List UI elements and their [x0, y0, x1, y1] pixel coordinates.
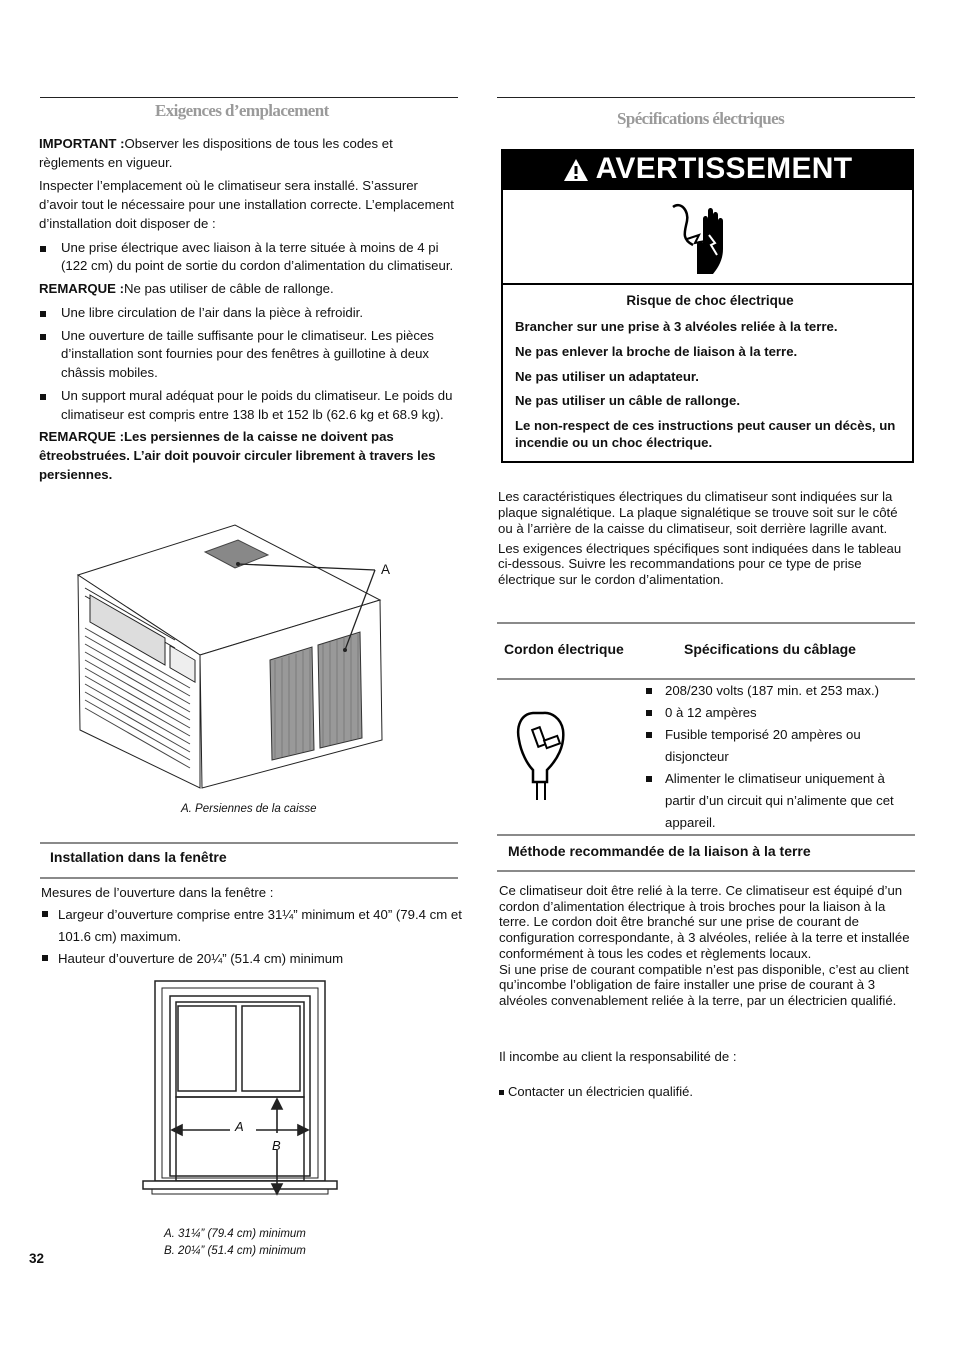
grounding-paragraph-2: Si une prise de courant compatible n’est pas disponible, c’est au client qu’incombe l’obligation de faire installer une prise de courant à 3 alvéoles convenablement reliée à la terre, par un électricien qualifié.	[499, 961, 909, 1008]
note2-label: REMARQUE :	[39, 429, 124, 445]
warn-line-5: Le non-respect de ces instructions peut causer un décès, un incendie ou un choc électrique.	[515, 418, 896, 451]
air-conditioner-illustration	[70, 520, 400, 795]
ac-callout-label-a: A	[381, 562, 391, 577]
grounding-bottom-rule	[497, 870, 915, 872]
page-number: 32	[29, 1251, 45, 1266]
warn-line-3: Ne pas utiliser un adaptateur.	[515, 368, 699, 384]
bullet-wall-support: Un support mural adéquat pour le poids du climatiseur. Le poids du climatiseur est compris entre 138 lb et 152 lb (62.6 kg et 68.9 kg).	[39, 387, 457, 424]
window-measures-block	[41, 882, 466, 970]
warning-box	[501, 189, 914, 463]
col-header-specs: Spécifications du câblage	[684, 641, 856, 657]
bullet-window-opening: Une ouverture de taille suffisante pour le climatiseur. Les pièces d’installation sont fournies pour des fenêtres à guillotine à deux châssis mobiles.	[39, 327, 457, 383]
electrical-paragraph-2: Les exigences électriques spécifiques sont indiquées dans le tableau ci-dessous. Suivre les recommandations pour ce type de prise électrique sur le cordon d’alimentation.	[498, 540, 902, 588]
note-louvers	[39, 428, 457, 484]
window-dimension-label-b: B	[272, 1138, 281, 1153]
grounding-top-rule	[497, 834, 915, 836]
contact-electrician	[499, 1083, 693, 1101]
important-text: Observer les dispositions de tous les codes et règlements en vigueur.	[39, 136, 393, 170]
electrical-section-title: Spécifications électriques	[617, 109, 785, 128]
risk-title: Risque de choc électrique	[626, 293, 794, 308]
spec-voltage: 208/230 volts (187 min. et 253 max.)	[645, 680, 910, 702]
warning-title: AVERTISSEMENT	[595, 152, 853, 186]
important-label: IMPORTANT :	[39, 136, 125, 151]
bullet-outlet: Une prise électrique avec liaison à la terre située à moins de 4 pi (122 cm) du point de sortie du cordon d’alimentation du climatiseur.	[39, 239, 457, 276]
spec-fuse: Fusible temporisé 20 ampères ou disjoncteur	[645, 724, 910, 768]
warn-line-2: Ne pas enlever la broche de liaison à la terre.	[515, 343, 798, 359]
right-top-rule	[497, 97, 915, 98]
warn-line-1: Brancher sur une prise à 3 alvéoles reliée à la terre.	[515, 319, 838, 335]
electric-shock-hand-icon	[667, 199, 739, 277]
note1-text: Ne pas utiliser de câble de rallonge.	[124, 281, 334, 297]
warning-separator	[503, 283, 912, 285]
note2-text: Les persiennes de la caisse ne doivent pas êtreobstruées. L’air doit pouvoir circuler librement à travers les persiennes.	[39, 429, 436, 482]
note-extension	[39, 280, 457, 299]
left-top-rule	[40, 97, 458, 98]
measure-height: Hauteur d’ouverture de 20¼” (51.4 cm) minimum	[41, 948, 466, 970]
table-top-rule	[497, 622, 915, 624]
grounding-paragraph-1: Ce climatiseur doit être relié à la terre. Ce climatiseur est équipé d’un cordon d’alimentation électrique à trois broches pour la liaison à la terre. Le cordon doit être branché sur une prise de courant de configuration correspondante, à 3 alvéoles, reliée à la terre et installée conformément à tous les codes et règlements locaux.	[499, 883, 910, 961]
measure-width: Largeur d’ouverture comprise entre 31¼” minimum et 40” (79.4 cm et 101.6 cm) maximum.	[41, 904, 466, 948]
inspect-paragraph: Inspecter l’emplacement où le climatiseur sera installé. S’assurer d’avoir tout le nécessaire pour une installation correcte. L’emplacement d’installation doit disposer de :	[39, 178, 454, 231]
window-caption-b: B. 20¼” (51.4 cm) minimum	[164, 1245, 306, 1257]
spec-amperes: 0 à 12 ampères	[645, 702, 910, 724]
electrical-paragraph-1: Les caractéristiques électriques du climatiseur sont indiquées sur la plaque signalétique. La plaque signalétique se trouve soit sur le côté ou à l’arrière de la caisse du climatiseur, soit derrière lagrille avant.	[498, 489, 898, 536]
window-caption-a: A. 31¼” (79.4 cm) minimum	[164, 1228, 306, 1240]
spec-circuit: Alimenter le climatiseur uniquement à partir d’un circuit qui n’alimente que cet appareil.	[645, 768, 910, 834]
grounding-text-block	[499, 883, 915, 1009]
measures-intro: Mesures de l’ouverture dans la fenêtre :	[41, 885, 274, 900]
window-dimension-label-a: A	[235, 1119, 244, 1134]
note1-label: REMARQUE :	[39, 281, 124, 297]
install-bottom-rule	[40, 877, 458, 879]
plug-icon	[513, 708, 573, 803]
responsibility-intro: Il incombe au client la responsabilité de :	[499, 1049, 737, 1064]
install-top-rule	[40, 842, 458, 844]
important-note	[39, 135, 457, 172]
ac-figure-caption: A. Persiennes de la caisse	[181, 803, 317, 815]
location-section-title: Exigences d’emplacement	[155, 101, 329, 120]
warning-body	[515, 293, 905, 457]
electrical-intro	[498, 489, 914, 588]
warning-header	[501, 149, 914, 190]
bullet-air-circulation: Une libre circulation de l’air dans la pièce à refroidir.	[39, 304, 457, 323]
install-heading: Installation dans la fenêtre	[50, 849, 227, 865]
col-header-cord: Cordon électrique	[504, 641, 624, 657]
warning-triangle-icon	[563, 158, 589, 182]
location-text-block	[39, 135, 457, 484]
grounding-heading: Méthode recommandée de la liaison à la terre	[508, 843, 811, 859]
bullet-marker	[499, 1090, 504, 1095]
window-diagram	[140, 978, 340, 1206]
contact-text: Contacter un électricien qualifié.	[508, 1084, 693, 1099]
wiring-specs-list	[645, 680, 910, 834]
warn-line-4: Ne pas utiliser un câble de rallonge.	[515, 393, 740, 409]
